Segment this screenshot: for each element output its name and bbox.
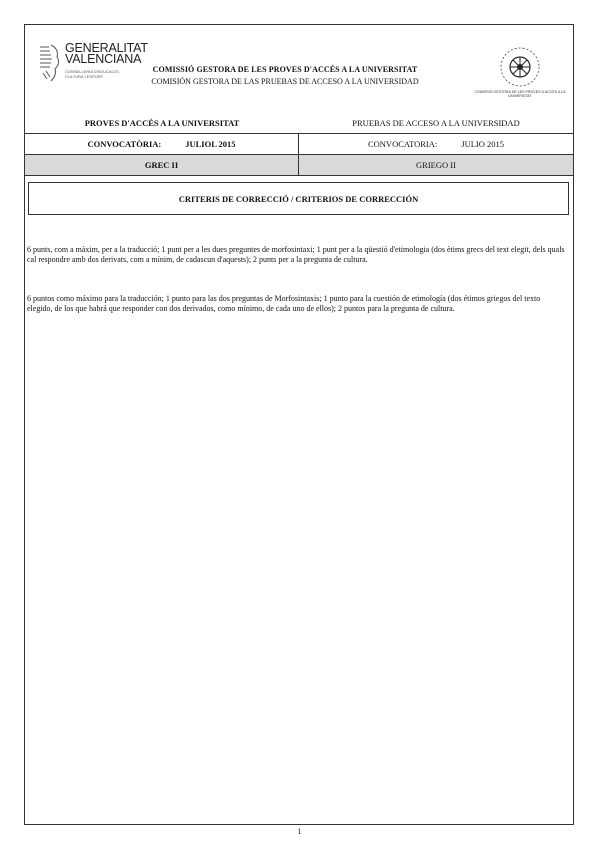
- generalitat-emblem-icon: [37, 43, 63, 85]
- commission-heading: [135, 65, 435, 86]
- subject-val: GREC II: [25, 155, 299, 175]
- generalitat-name: GENERALITAT VALENCIANA: [65, 41, 148, 66]
- convocation-val: [25, 134, 299, 154]
- criteria-title: CRITERIS DE CORRECCIÓ / CRITERIOS DE CORRECCIÓN: [28, 182, 569, 215]
- criteria-paragraph-es: 6 puntos como máximo para la traducción; 1 punto para las dos preguntas de Morfosintaxis; 1 punto para la cuestión de etimología (dos étimos griegos del texto elegido, de los que habrá que responder con dos derivados, como mínimo, de cada uno de ellos); 2 puntos para la pregunta de cultura.: [27, 294, 541, 314]
- table-row: [25, 133, 573, 155]
- subject-es: GRIEGO II: [416, 160, 456, 170]
- exam-info-table: [25, 113, 573, 176]
- commission-title-val: COMISSIÓ GESTORA DE LES PROVES D'ACCÉS A LA UNIVERSITAT: [152, 65, 418, 74]
- conselleria-name: CONSELLERIA D'EDUCACIÓ, CULTURA I ESPORT: [65, 69, 120, 79]
- table-row: [25, 113, 573, 133]
- seal-emblem-icon: [498, 45, 542, 89]
- convocation-es: [299, 134, 573, 154]
- exam-title-es: PRUEBAS DE ACCESO A LA UNIVERSIDAD: [352, 118, 520, 128]
- criteria-paragraph-val: 6 punts, com a màxim, per a la traducció; 1 punt per a les dues preguntes de morfosintaxi; 1 punt per a la qüestió d'etimologia (dos ètims grecs del text elegit, dels quals cal respondre amb dos derivats, com a mínim, de cadascun d'aquests); 2 punts per a la pregunta de cultura.: [27, 245, 565, 265]
- convocation-value-val: JULIOL 2015: [185, 139, 236, 149]
- generalitat-logo: [37, 41, 148, 95]
- commission-title-es: COMISIÓN GESTORA DE LAS PRUEBAS DE ACCESO A LA UNIVERSIDAD: [151, 77, 419, 86]
- convocation-label-es: CONVOCATORIA:: [367, 139, 438, 149]
- exam-title-val: PROVES D'ACCÉS A LA UNIVERSITAT: [84, 118, 240, 128]
- page-frame: [24, 24, 574, 825]
- page-number: 1: [297, 827, 302, 836]
- commission-seal: [470, 45, 570, 105]
- table-row: [25, 155, 573, 176]
- convocation-label-val: CONVOCATÒRIA:: [87, 139, 162, 149]
- seal-caption: COMISSIÓ GESTORA DE LES PROVES D'ACCÉS A LA UNIVERSITAT: [474, 90, 566, 98]
- convocation-value-es: JULIO 2015: [461, 139, 504, 149]
